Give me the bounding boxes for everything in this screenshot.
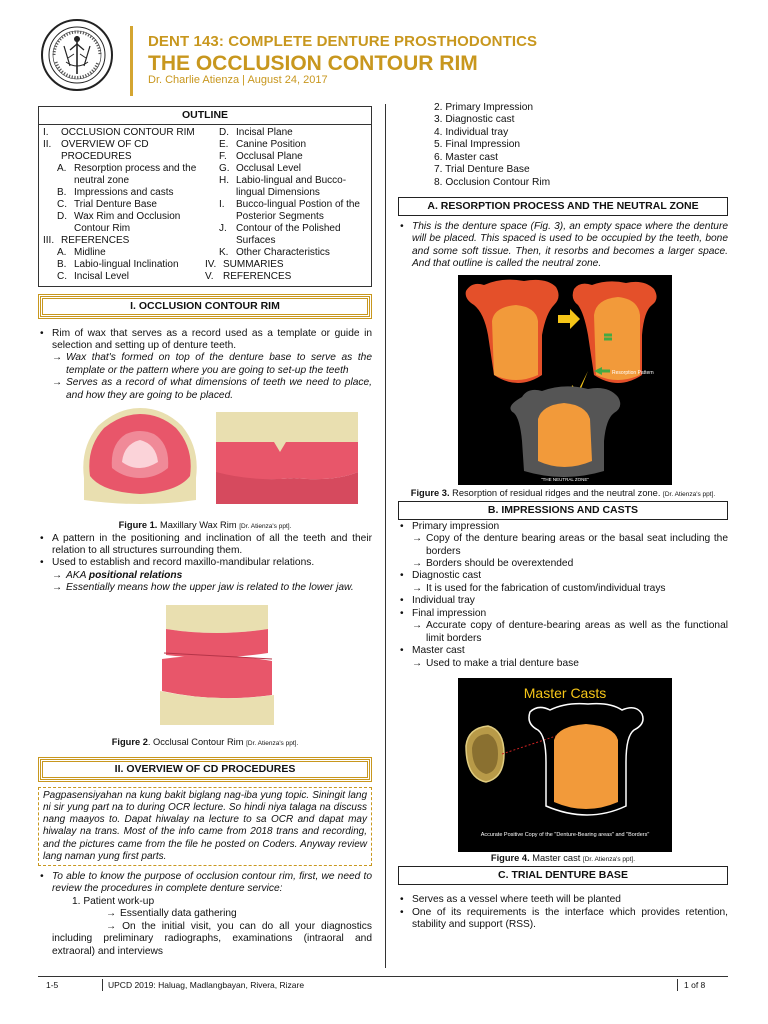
resorption-pattern-label: Resorption Pattern [612, 369, 654, 376]
section1-list-2 [38, 533, 372, 595]
bullet-text: Master cast [412, 645, 465, 657]
outline-item-text: Occlusal Level [236, 162, 302, 174]
sub-item: → Essentially data gathering [106, 908, 372, 920]
outline-item [205, 139, 367, 151]
outline-item-label: A. [57, 162, 67, 174]
figure-label: Figure 2 [111, 736, 148, 747]
section-heading-trial-denture-base: C. TRIAL DENTURE BASE [398, 866, 728, 885]
outline-item-text: Incisal Plane [236, 126, 293, 138]
footer-separator [677, 979, 678, 991]
figure-1-caption [38, 520, 372, 531]
outline-item-label: E. [219, 138, 229, 150]
outline-item [43, 235, 205, 247]
outline-item [205, 259, 367, 271]
procedure-step: 7. Trial Denture Base [434, 164, 530, 176]
outline-item [205, 271, 367, 283]
figure-2 [38, 603, 372, 729]
outline-item-text: Incisal Level [74, 270, 130, 282]
bullet-text: Rim of wax that serves as a record used as a template or guide in selection and setting up of denture teeth. [52, 327, 372, 352]
course-title: DENT 143: COMPLETE DENTURE PROSTHODONTICS [148, 33, 538, 50]
document-title: THE OCCLUSION CONTOUR RIM [148, 52, 478, 75]
procedure-steps-list [398, 102, 728, 189]
outline-right-list [205, 127, 367, 283]
outline-item-text: Occlusal Plane [236, 150, 303, 162]
step-1-detail: → On the initial visit, you can do all your diagnostics including preliminary radiographs, examinations (intraoral and extraoral) and interviews [52, 920, 372, 957]
outline-item [43, 199, 205, 211]
bullet-text: Final impression [412, 607, 487, 619]
step-label: 1. Patient work-up [72, 895, 155, 907]
list-item: • A pattern in the positioning and inclination of all the teeth and their relation to all structures surrounding them. [38, 533, 372, 558]
figure-label: Figure 4. [490, 852, 530, 863]
sub-item: → Wax that's formed on top of the denture base to serve as the template or the pattern where you are going to set-up the teeth [52, 352, 372, 377]
page-header [0, 0, 768, 100]
caption-source: [Dr. Atienza's ppt]. [663, 490, 716, 498]
outline-item-label: F. [219, 150, 227, 162]
document-byline: Dr. Charlie Atienza | August 24, 2017 [148, 74, 328, 86]
outline-item-text: Trial Denture Base [74, 198, 157, 210]
section-heading-impressions: B. IMPRESSIONS AND CASTS [398, 501, 728, 520]
outline-item [205, 247, 367, 259]
footer-separator [102, 979, 103, 991]
outline-item-text: Bucco-lingual Postion of the Posterior Segments [236, 198, 360, 222]
caption-source: [Dr. Atienza's ppt]. [582, 855, 636, 863]
sub-item: → Copy of the denture bearing areas or the basal seat including the borders [412, 533, 728, 558]
list-item: • To able to know the purpose of occlusion contour rim, first, we need to review the procedures in complete denture service: [38, 871, 372, 896]
svg-text:Accurate Positive Copy of the [481, 832, 650, 838]
outline-item-label: G. [219, 162, 230, 174]
outline-item-label: H. [219, 174, 229, 186]
master-casts-title: Master Casts [523, 684, 607, 701]
outline-item-label: IV. [205, 258, 217, 270]
outline-item [43, 247, 205, 259]
outline-item-label: III. [43, 234, 55, 246]
outline-item [43, 139, 205, 163]
header-accent-bar [130, 26, 133, 96]
procedure-step: 6. Master cast [434, 151, 498, 163]
section1-list [38, 328, 372, 403]
sub-item: → It is used for the fabrication of custom/individual trays [412, 583, 728, 595]
section-c-list [398, 894, 728, 931]
outline-item-label: C. [57, 198, 67, 210]
list-item [38, 557, 372, 594]
footer-rule [38, 976, 728, 977]
aka-term: positional relations [88, 569, 183, 581]
outline-item-text: OVERVIEW OF CD PROCEDURES [61, 138, 149, 162]
figure-4-inner-caption: Accurate Positive Copy of the "Denture-Bearing areas" and "Borders" [480, 831, 650, 838]
outline-item [43, 163, 205, 187]
occlusal-contour-rim-image [156, 603, 276, 727]
translator-note: Pagpasensiyahan na kung bakit biglang nag-iba yung topic. Siningit lang ni sir yung part na to during OCR lecture. So hindi niya talaga na discuss nang maayos to. Dapat hiwalay na lecture to sa OCR and dapat may hiwalay na trans. Most of the info came from 2018 trans and recording, and the pictures came from the file he posted on Coders. Anyway review lang naman yung first parts. [38, 787, 372, 866]
outline-item-text: OCCLUSION CONTOUR RIM [61, 126, 195, 138]
list-item [38, 328, 372, 403]
outline-item [205, 151, 367, 163]
list-item [398, 608, 728, 645]
list-item: • One of its requirements is the interface which provides retention, stability and support (RSS). [398, 907, 728, 932]
outline-item [205, 223, 367, 247]
sub-item [52, 570, 372, 582]
list-item [398, 570, 728, 595]
footer-page-range: 1-5 [46, 980, 59, 990]
footer-authors: UPCD 2019: Haluag, Madlangbayan, Rivera, Rizare [108, 980, 305, 990]
outline-item [205, 175, 367, 199]
list-item: • Individual tray [398, 595, 728, 607]
outline-item [43, 271, 205, 283]
outline-item-text: Midline [74, 246, 106, 258]
outline-item-label: I. [219, 198, 225, 210]
outline-item [205, 127, 367, 139]
caption-source: [Dr. Atienza's ppt]. [239, 523, 292, 531]
outline-item-label: K. [219, 246, 229, 258]
left-column [38, 106, 372, 958]
outline-item [43, 127, 205, 139]
outline-item [43, 259, 205, 271]
aka-prefix: AKA [66, 569, 87, 581]
procedure-step: 8. Occlusion Contour Rim [434, 176, 551, 188]
outline-item-label: A. [57, 246, 67, 258]
outline-item [43, 187, 205, 199]
outline-item-label: I. [43, 126, 49, 138]
procedure-step-1 [38, 896, 372, 908]
bullet-text: Diagnostic cast [412, 570, 482, 582]
outline-box [38, 106, 372, 287]
outline-item [205, 199, 367, 223]
list-item [398, 521, 728, 571]
college-seal-icon [40, 18, 114, 92]
outline-item-text: Canine Position [236, 138, 307, 150]
procedure-step: 4. Individual tray [434, 126, 509, 138]
outline-item-label: B. [57, 258, 67, 270]
outline-item-label: V. [205, 270, 214, 282]
figure-4-caption [398, 853, 728, 864]
caption-text: Master cast [532, 852, 581, 863]
sub-item: → Used to make a trial denture base [412, 658, 728, 670]
master-cast-figure-image [458, 678, 672, 852]
outline-item-label: II. [43, 138, 52, 150]
caption-text: Maxillary Wax Rim [159, 520, 237, 531]
list-item [398, 645, 728, 670]
procedure-step: 2. Primary Impression [434, 102, 534, 113]
sub-item: → Serves as a record of what dimensions of teeth we need to place, and how they are going to be placed. [52, 377, 372, 402]
figure-3-caption [398, 488, 728, 499]
outline-item-label: D. [219, 126, 229, 138]
outline-item-text: REFERENCES [223, 270, 292, 282]
caption-source: [Dr. Atienza's ppt]. [246, 739, 299, 747]
section-b-list [398, 521, 728, 670]
outline-item-text: Labio-lingual and Bucco-lingual Dimensions [236, 174, 347, 198]
procedure-step: 3. Diagnostic cast [434, 114, 515, 126]
sub-item: → Accurate copy of denture-bearing areas as well as the functional limit borders [412, 620, 728, 645]
step-1-sublist [38, 908, 372, 920]
figure-label: Figure 3. [410, 487, 450, 498]
outline-item-text: Impressions and casts [74, 186, 174, 198]
maxillary-wax-rim-image [78, 408, 202, 508]
outline-item [43, 211, 205, 235]
wax-rim-side-image [214, 412, 360, 506]
outline-item-label: C. [57, 270, 67, 282]
section-a-list [398, 221, 728, 271]
outline-item-text: Resorption process and the neutral zone [74, 162, 197, 186]
section-heading-overview-cd-procedures: II. OVERVIEW OF CD PROCEDURES [38, 757, 372, 782]
outline-item-text: REFERENCES [61, 234, 130, 246]
outline-item-text: Other Characteristics [236, 246, 330, 258]
footer-page-number: 1 of 8 [684, 980, 706, 990]
right-column [398, 102, 728, 931]
outline-item [205, 163, 367, 175]
resorption-figure-image [458, 275, 672, 485]
outline-item-text: Contour of the Polished Surfaces [236, 222, 341, 246]
outline-item-label: J. [219, 222, 227, 234]
detail-text: On the initial visit, you can do all your diagnostics including preliminary radiographs, examinations (intraoral and extraoral) and interviews [52, 920, 372, 957]
section-heading-resorption: A. RESORPTION PROCESS AND THE NEUTRAL ZONE [398, 197, 728, 216]
figure-label: Figure 1. [118, 520, 158, 531]
sub-item: → Borders should be overextended [412, 558, 728, 570]
figure-2-caption [38, 737, 372, 748]
section-heading-occlusion-contour-rim: I. OCCLUSION CONTOUR RIM [38, 294, 372, 319]
procedure-step: 5. Final Impression [434, 139, 521, 151]
section2-list [38, 871, 372, 896]
figure-1 [38, 408, 372, 512]
neutral-zone-label: "THE NEUTRAL ZONE" [540, 476, 590, 482]
list-item: • Serves as a vessel where teeth will be planted [398, 894, 728, 906]
column-divider [385, 104, 386, 968]
outline-item-label: B. [57, 186, 67, 198]
outline-item-text: Wax Rim and Occlusion Contour Rim [74, 210, 181, 234]
outline-item-text: Labio-lingual Inclination [74, 258, 179, 270]
outline-left-list [43, 127, 205, 283]
caption-text: Resorption of residual ridges and the neutral zone. [452, 487, 661, 498]
caption-text: . Occlusal Contour Rim [147, 736, 244, 747]
outline-item-label: D. [57, 210, 67, 222]
bullet-text: Primary impression [412, 520, 500, 532]
outline-heading: OUTLINE [39, 107, 371, 125]
bullet-text: Used to establish and record maxillo-mandibular relations. [52, 557, 315, 569]
outline-item-text: SUMMARIES [223, 258, 284, 270]
sub-item: → Essentially means how the upper jaw is related to the lower jaw. [52, 582, 372, 594]
list-item: • This is the denture space (Fig. 3), an empty space where the denture will be placed. This spaced is used to be occupied by the teeth, bone and some soft tissue. Then, it resorbs and becomes a larger space. And that outline is called the neutral zone. [398, 221, 728, 271]
